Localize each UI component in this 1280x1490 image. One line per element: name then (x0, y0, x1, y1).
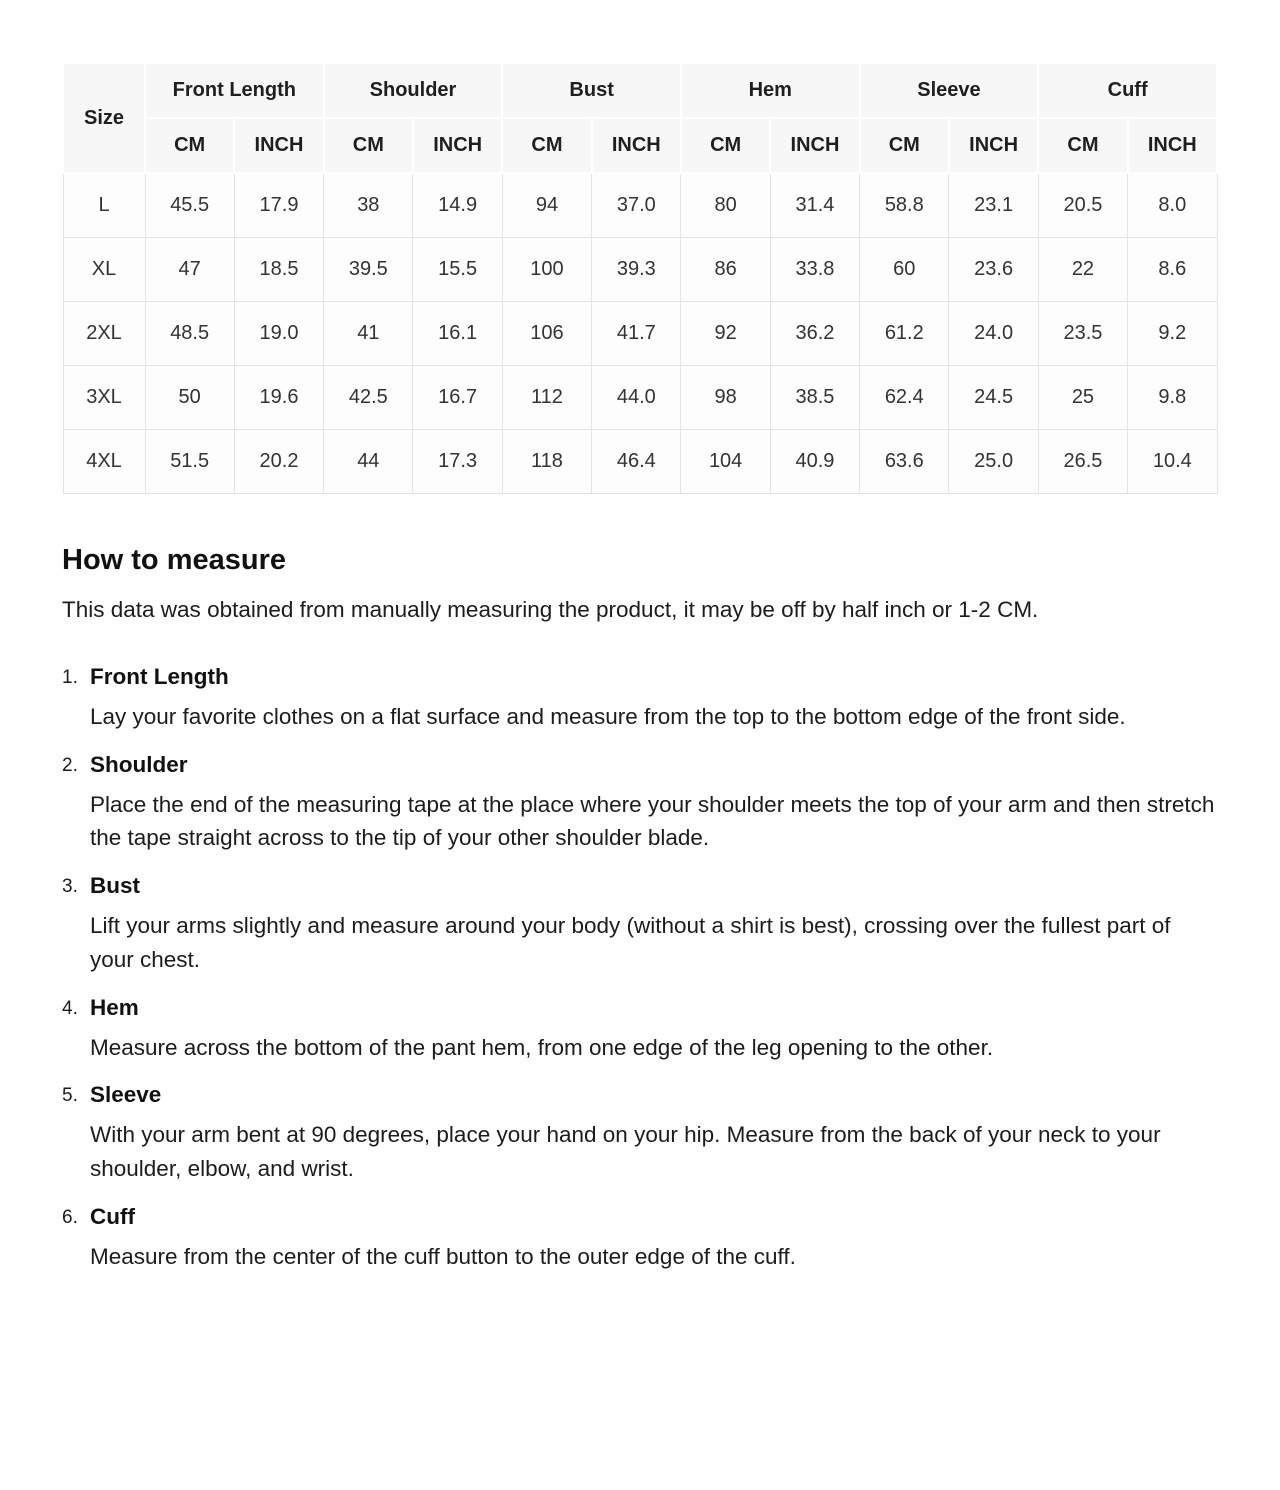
measurement-group-header: Sleeve (860, 63, 1039, 118)
table-row (63, 302, 1217, 366)
measurement-cell: 106 (502, 302, 591, 366)
size-cell: 2XL (63, 302, 145, 366)
measurement-cell: 10.4 (1128, 430, 1217, 494)
measurement-cell: 104 (681, 430, 770, 494)
measure-step-description: With your arm bent at 90 degrees, place your hand on your hip. Measure from the back of your neck to your shoulder, elbow, and wrist. (90, 1122, 1161, 1182)
size-cell: 4XL (63, 430, 145, 494)
measurement-cell: 94 (502, 173, 591, 238)
measurement-cell: 36.2 (770, 302, 859, 366)
table-row (63, 366, 1217, 430)
measure-step-item (62, 664, 1218, 734)
measure-step-label: Sleeve (90, 1082, 162, 1108)
measurement-cell: 16.1 (413, 302, 502, 366)
inch-unit-header: INCH (770, 118, 859, 173)
measurement-cell: 42.5 (324, 366, 413, 430)
measurement-cell: 118 (502, 430, 591, 494)
measurement-cell: 16.7 (413, 366, 502, 430)
measurement-cell: 38.5 (770, 366, 859, 430)
measure-step-item (62, 995, 1218, 1065)
measurement-cell: 22 (1038, 238, 1127, 302)
measure-step-label: Hem (90, 994, 139, 1020)
measure-step-label: Bust (90, 873, 140, 899)
measure-step-description: Place the end of the measuring tape at the place where your shoulder meets the top of your arm and then stretch the tape straight across to the tip of your other shoulder blade. (90, 791, 1215, 851)
measurement-cell: 80 (681, 173, 770, 238)
inch-unit-header: INCH (949, 118, 1038, 173)
measurement-cell: 40.9 (770, 430, 859, 494)
measurement-cell: 23.5 (1038, 302, 1127, 366)
inch-unit-header: INCH (413, 118, 502, 173)
measurement-cell: 17.3 (413, 430, 502, 494)
measure-step-label: Shoulder (90, 751, 188, 777)
measurement-cell: 15.5 (413, 238, 502, 302)
measurement-cell: 41.7 (592, 302, 681, 366)
measurement-cell: 19.0 (234, 302, 323, 366)
measurement-group-header: Bust (502, 63, 681, 118)
measure-intro-text: This data was obtained from manually measuring the product, it may be off by half inch or 1-2 CM. (62, 597, 1039, 622)
inch-unit-header: INCH (1128, 118, 1217, 173)
measurement-cell: 9.8 (1128, 366, 1217, 430)
measurement-cell: 45.5 (145, 173, 234, 238)
cm-unit-header: CM (1038, 118, 1127, 173)
cm-unit-header: CM (681, 118, 770, 173)
measurement-cell: 50 (145, 366, 234, 430)
measurement-cell: 100 (502, 238, 591, 302)
cm-unit-header: CM (860, 118, 949, 173)
size-cell: XL (63, 238, 145, 302)
measurement-cell: 38 (324, 173, 413, 238)
measurement-group-header: Cuff (1038, 63, 1217, 118)
size-table-head (63, 63, 1217, 173)
measurement-group-header: Shoulder (324, 63, 503, 118)
measurement-cell: 112 (502, 366, 591, 430)
measurement-cell: 20.2 (234, 430, 323, 494)
how-to-measure-title: How to measure (62, 544, 286, 576)
measurement-cell: 61.2 (860, 302, 949, 366)
size-table-body (63, 173, 1217, 494)
measurement-cell: 44.0 (592, 366, 681, 430)
cm-unit-header: CM (145, 118, 234, 173)
measure-step-description: Measure across the bottom of the pant hem, from one edge of the leg opening to the other. (90, 1034, 994, 1060)
measurement-cell: 9.2 (1128, 302, 1217, 366)
measurement-cell: 18.5 (234, 238, 323, 302)
table-row (63, 173, 1217, 238)
measurement-cell: 86 (681, 238, 770, 302)
measurement-cell: 25 (1038, 366, 1127, 430)
measure-step-label: Cuff (90, 1203, 135, 1229)
inch-unit-header: INCH (234, 118, 323, 173)
measurement-group-header: Hem (681, 63, 860, 118)
measurement-cell: 20.5 (1038, 173, 1127, 238)
measurement-cell: 33.8 (770, 238, 859, 302)
measurement-cell: 19.6 (234, 366, 323, 430)
measurement-cell: 14.9 (413, 173, 502, 238)
measurement-cell: 41 (324, 302, 413, 366)
measurement-cell: 48.5 (145, 302, 234, 366)
cm-unit-header: CM (502, 118, 591, 173)
measure-step-item (62, 1204, 1218, 1274)
measurement-cell: 47 (145, 238, 234, 302)
measurement-cell: 98 (681, 366, 770, 430)
measurement-cell: 58.8 (860, 173, 949, 238)
measurement-cell: 8.6 (1128, 238, 1217, 302)
size-cell: 3XL (63, 366, 145, 430)
measurement-cell: 23.1 (949, 173, 1038, 238)
measure-step-item (62, 1082, 1218, 1186)
measurement-cell: 63.6 (860, 430, 949, 494)
measure-step-description: Measure from the center of the cuff button to the outer edge of the cuff. (90, 1243, 796, 1269)
measure-step-item (62, 752, 1218, 856)
size-column-header: Size (63, 63, 145, 173)
measurement-cell: 92 (681, 302, 770, 366)
size-chart-table (62, 62, 1218, 494)
measurement-cell: 44 (324, 430, 413, 494)
measurement-group-row (63, 63, 1217, 118)
size-cell: L (63, 173, 145, 238)
measurement-cell: 8.0 (1128, 173, 1217, 238)
measurement-cell: 25.0 (949, 430, 1038, 494)
measure-step-item (62, 873, 1218, 977)
measure-step-label: Front Length (90, 663, 229, 689)
cm-unit-header: CM (324, 118, 413, 173)
measurement-cell: 62.4 (860, 366, 949, 430)
measurement-cell: 51.5 (145, 430, 234, 494)
unit-row (63, 118, 1217, 173)
measurement-cell: 26.5 (1038, 430, 1127, 494)
measurement-cell: 39.3 (592, 238, 681, 302)
measurement-cell: 24.5 (949, 366, 1038, 430)
measure-step-description: Lift your arms slightly and measure around your body (without a shirt is best), crossing over the fullest part of your chest. (90, 913, 1171, 972)
measurement-cell: 37.0 (592, 173, 681, 238)
table-row (63, 430, 1217, 494)
measurement-cell: 31.4 (770, 173, 859, 238)
measurement-group-header: Front Length (145, 63, 324, 118)
measurement-cell: 39.5 (324, 238, 413, 302)
table-row (63, 238, 1217, 302)
measurement-cell: 60 (860, 238, 949, 302)
measurement-cell: 46.4 (592, 430, 681, 494)
measure-steps-list (62, 664, 1218, 1274)
measure-step-description: Lay your favorite clothes on a flat surface and measure from the top to the bottom edge of the front side. (90, 703, 1126, 729)
measurement-cell: 17.9 (234, 173, 323, 238)
inch-unit-header: INCH (592, 118, 681, 173)
measurement-cell: 23.6 (949, 238, 1038, 302)
measurement-cell: 24.0 (949, 302, 1038, 366)
